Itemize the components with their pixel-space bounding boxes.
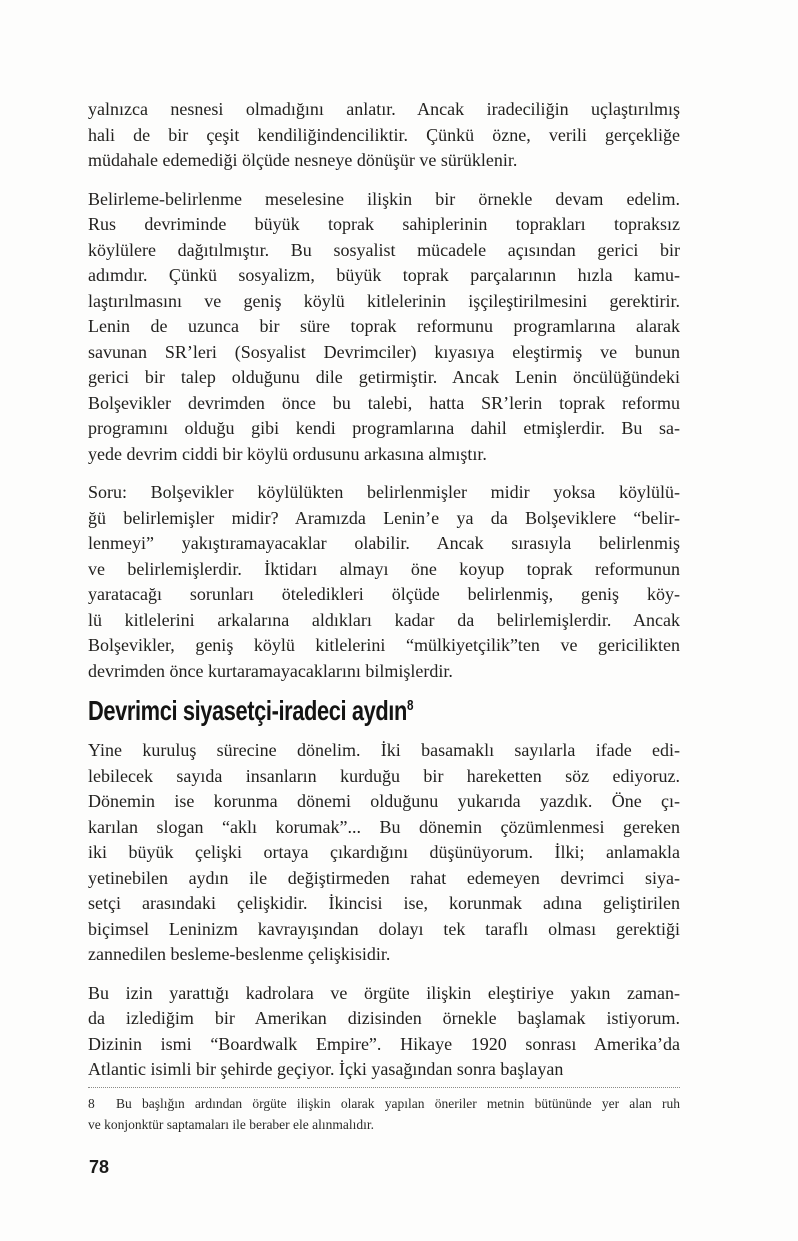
footnote-line xyxy=(88,1093,680,1114)
text-line: da izlediğim bir Amerikan dizisinden örnekle başlamak istiyorum. xyxy=(88,1008,680,1028)
text-line: laştırılmasını ve geniş köylü kitlelerinin işçileştirilmesini gerektirir. xyxy=(88,290,680,311)
text-line: Dönemin ise korunma dönemi olduğunu yukarıda yazdık. Öne çı- xyxy=(88,791,680,811)
footnote-separator xyxy=(88,1087,680,1088)
text-line: lü kitlelerini arkalarına aldıkları kadar da belirlemişlerdir. Ancak xyxy=(88,609,680,630)
heading-footnote-ref: 8 xyxy=(406,697,414,714)
heading-label: Devrimci siyasetçi-iradeci aydın xyxy=(88,695,407,726)
text-line: savunan SR’leri (Sosyalist Devrimciler) kıyasıya eleştirmiş ve bunun xyxy=(88,341,680,362)
page-text-block xyxy=(88,97,680,1135)
section-heading-text xyxy=(88,696,413,726)
text-line: setçi arasındaki çelişkidir. İkincisi ise, korunmak adına geliştirilen xyxy=(88,893,680,913)
text-line: müdahale edemediği ölçüde nesneye dönüşür ve sürüklenir. xyxy=(88,150,518,170)
text-line: devrimden önce kurtaramayacaklarını bilmişlerdir. xyxy=(88,660,453,681)
text-line: lenmeyi” yakıştıramayacaklar olabilir. Ancak sırasıyla belirlenmiş xyxy=(88,533,680,553)
text-line: Dizinin ismi “Boardwalk Empire”. Hikaye 1920 sonrası Amerika’da xyxy=(88,1033,680,1054)
text-line: programını olduğu gibi kendi programlarına dahil etmişlerdir. Bu sa- xyxy=(88,418,680,438)
paragraph xyxy=(88,187,680,468)
page-number: 78 xyxy=(89,1157,110,1177)
text-line: Bu izin yarattığı kadrolara ve örgüte ilişkin eleştiriye yakın zaman- xyxy=(88,982,680,1003)
text-line: köylülere dağıtılmıştır. Bu sosyalist mücadele açısından gerici bir xyxy=(88,239,680,260)
text-line: yalnızca nesnesi olmadığını anlatır. Ancak iradeciliğin uçlaştırılmış xyxy=(88,99,680,119)
footnote-text: Bu başlığın ardından örgüte ilişkin olarak yapılan öneriler metnin bütününde yer alan ruh xyxy=(116,1095,680,1111)
paragraph xyxy=(88,738,680,968)
footnote-line: ve konjonktür saptamaları ile beraber ele alınmalıdır. xyxy=(88,1116,375,1132)
text-line: gerici bir talep olduğunu dile getirmiştir. Ancak Lenin öncülüğündeki xyxy=(88,367,680,387)
text-line: Rus devriminde büyük toprak sahiplerinin toprakları topraksız xyxy=(88,214,680,234)
text-line: Atlantic isimli bir şehirde geçiyor. İçki yasağından sonra başlayan xyxy=(88,1059,564,1079)
text-line: Lenin de uzunca bir süre toprak reformunu programlarına alarak xyxy=(88,316,680,336)
text-line: yaratacağı sorunları öteledikleri ölçüde belirlenmiş, geniş köy- xyxy=(88,584,680,604)
text-line: yede devrim ciddi bir köylü ordusunu arkasına almıştır. xyxy=(88,443,487,464)
text-line: iki büyük çelişki ortaya çıkardığını düşünüyorum. İlki; anlamakla xyxy=(88,842,680,862)
text-line: Yine kuruluş sürecine dönelim. İki basamaklı sayılarla ifade edi- xyxy=(88,740,680,760)
text-section-after-heading xyxy=(88,738,680,1083)
section-heading xyxy=(88,696,680,726)
text-line: Bolşevikler, geniş köylü kitlelerini “mülkiyetçilik”ten ve gericilikten xyxy=(88,635,680,655)
text-line: ve belirlemişlerdir. İktidarı almayı öne koyup toprak reformunun xyxy=(88,558,680,579)
text-line: Belirleme-belirlenme meselesine ilişkin bir örnekle devam edelim. xyxy=(88,188,680,209)
text-line: yetinebilen aydın ile değiştirmeden rahat edemeyen devrimci siya- xyxy=(88,867,680,888)
text-line: lebilecek sayıda insanların kurduğu bir hareketten söz ediyoruz. xyxy=(88,765,680,786)
text-line: Soru: Bolşevikler köylülükten belirlenmişler midir yoksa köylülü- xyxy=(88,482,680,502)
paragraph xyxy=(88,97,680,174)
footnote-marker: 8 xyxy=(88,1095,95,1111)
text-line: zannedilen besleme-beslenme çelişkisidir. xyxy=(88,944,391,964)
paragraph xyxy=(88,480,680,684)
text-line: karılan slogan “aklı korumak”... Bu dönemin çözümlenmesi gereken xyxy=(88,816,680,837)
text-line: ğü belirlemişler midir? Aramızda Lenin’e ya da Bolşeviklere “belir- xyxy=(88,507,680,528)
text-line: Bolşevikler devrimden önce bu talebi, hatta SR’lerin toprak reformu xyxy=(88,392,680,413)
text-line: hali de bir çeşit kendiliğindenciliktir. Çünkü özne, verili gerçekliğe xyxy=(88,124,680,145)
text-line: adımdır. Çünkü sosyalizm, büyük toprak parçalarının hızla kamu- xyxy=(88,265,680,285)
text-section-before-heading xyxy=(88,97,680,684)
paragraph xyxy=(88,981,680,1083)
text-line: biçimsel Leninizm kavrayışından dolayı tek taraflı olması gerektiği xyxy=(88,918,680,939)
footnote xyxy=(88,1093,680,1135)
